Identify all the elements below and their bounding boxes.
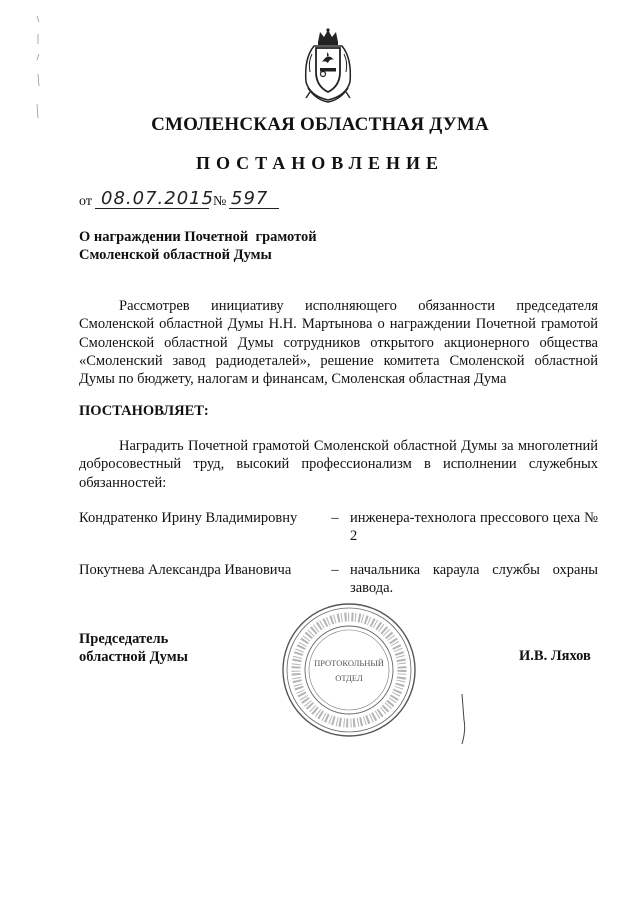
awardee-name: Покутнева Александра Ивановича xyxy=(79,562,292,578)
smolensk-coat-of-arms-icon xyxy=(296,28,360,106)
subject-line-1: О награждении Почетной грамотой xyxy=(79,229,317,245)
awardee-dash: – xyxy=(331,562,339,578)
stamp-center-line-1: ПРОТОКОЛЬНЫЙ xyxy=(314,658,384,668)
signatory-title-line-2: областной Думы xyxy=(79,649,188,666)
document-type-title: ПОСТАНОВЛЕНИЕ xyxy=(195,153,445,173)
date-from-label: от xyxy=(79,194,92,209)
awardee-row xyxy=(79,509,598,549)
organization-title: СМОЛЕНСКАЯ ОБЛАСТНАЯ ДУМА xyxy=(151,114,489,135)
signatory-title-line-1: Председатель xyxy=(79,631,169,647)
handwritten-number: 597 xyxy=(231,188,269,209)
number-label: № xyxy=(213,194,227,209)
document-subject xyxy=(79,228,399,264)
dateline xyxy=(79,188,379,214)
awardee-position: начальника караула службы охраны завода. xyxy=(350,562,598,597)
signatory-title xyxy=(79,630,229,667)
scan-edge-marks xyxy=(34,14,44,124)
stamp-center-line-2: ОТДЕЛ xyxy=(335,673,363,683)
handwritten-date: 08.07.2015 xyxy=(101,188,215,209)
signatory-name: И.В. Ляхов xyxy=(519,648,591,664)
awardee-row xyxy=(79,561,598,601)
awardee-position: инженера-технолога прессового цеха № 2 xyxy=(350,510,598,545)
awardee-name: Кондратенко Ирину Владимировну xyxy=(79,510,298,526)
resolves-heading: ПОСТАНОВЛЯЕТ: xyxy=(79,403,209,419)
round-seal-stamp xyxy=(279,600,419,740)
preamble-paragraph: Рассмотрев инициативу исполняющего обязанности председателя Смоленской областной Думы Н.Н. Мартынова о награждении Почетной грамотой Смоленской областной Думы сотрудников открытого акционерного общества «Смоленский завод радиодеталей», решение комитета Смоленской областной Думы по бюджету, налогам и финансам, Смоленская областная Дума xyxy=(79,298,598,388)
handwritten-signature xyxy=(440,690,490,750)
awardee-dash: – xyxy=(331,510,339,526)
subject-line-2: Смоленской областной Думы xyxy=(79,247,272,263)
award-paragraph: Наградить Почетной грамотой Смоленской областной Думы за многолетний добросовестный труд, высокий профессионализм в исполнении служебных обязанностей: xyxy=(79,438,598,491)
